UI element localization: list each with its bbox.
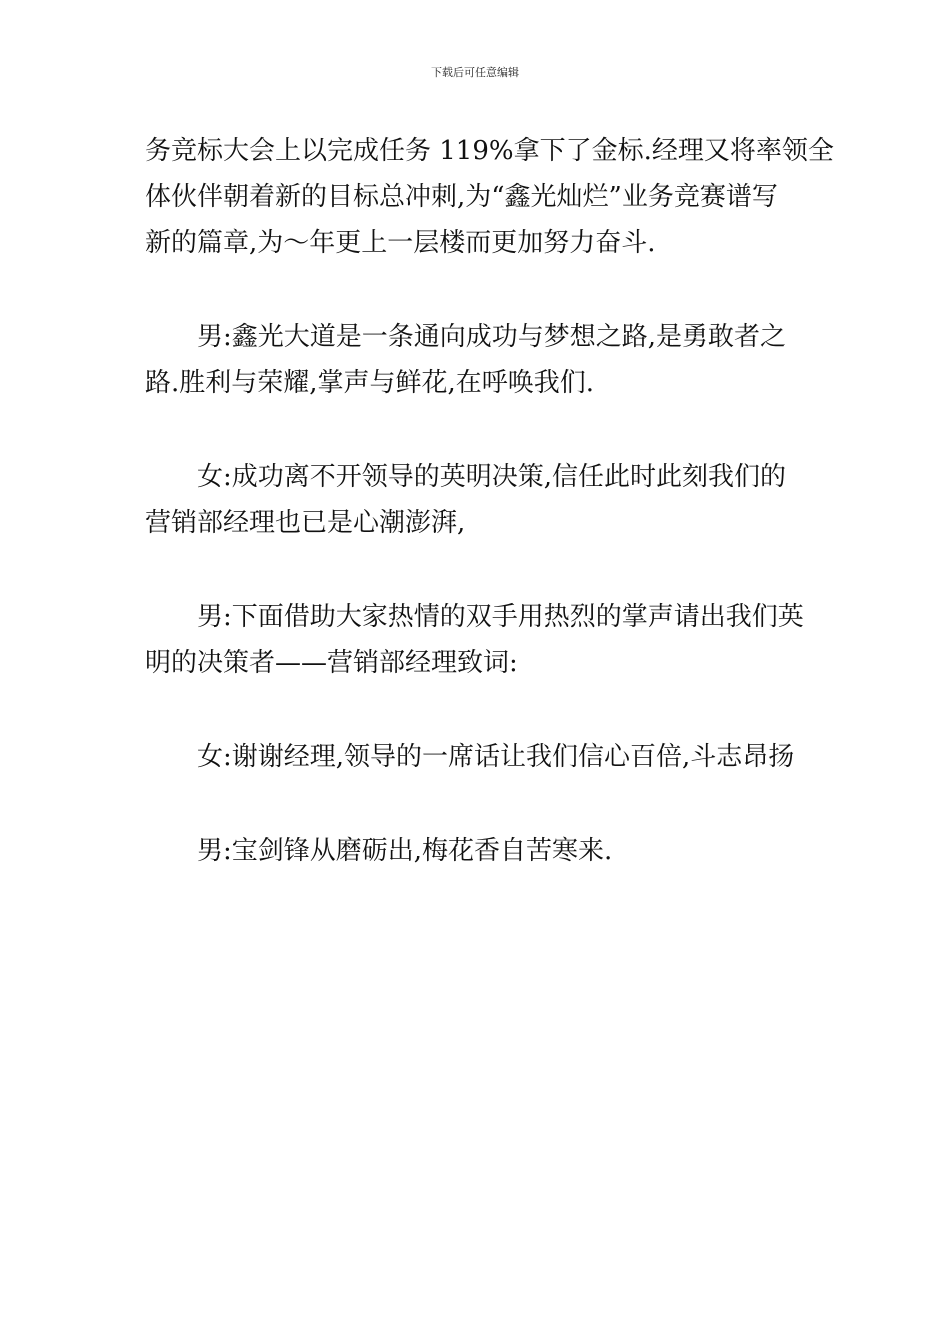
text-line: 男:宝剑锋从磨砺出,梅花香自苦寒来. <box>197 836 613 866</box>
text-line: 男:下面借助大家热情的双手用热烈的掌声请出我们英 <box>197 602 804 632</box>
text-line: 体伙伴朝着新的目标总冲刺,为“鑫光灿烂”业务竞赛谱写 <box>145 182 778 212</box>
paragraph-male-2 <box>145 594 810 686</box>
paragraph-female-2 <box>145 734 810 780</box>
text-line: 营销部经理也已是心潮澎湃, <box>145 508 466 538</box>
text-line: 女:成功离不开领导的英明决策,信任此时此刻我们的 <box>197 462 787 492</box>
text-line: 明的决策者——营销部经理致词: <box>145 648 518 678</box>
text-line: 路.胜利与荣耀,掌声与鲜花,在呼唤我们. <box>145 368 595 398</box>
text-line: 务竞标大会上以完成任务 119%拿下了金标.经理又将率领全 <box>145 136 834 166</box>
document-body <box>145 128 834 874</box>
text-line: 女:谢谢经理,领导的一席话让我们信心百倍,斗志昂扬 <box>197 742 795 772</box>
page-header: 下载后可任意编辑 <box>431 66 519 79</box>
paragraph-female-1 <box>145 454 810 546</box>
text-line: 男:鑫光大道是一条通向成功与梦想之路,是勇敢者之 <box>197 322 787 352</box>
paragraph-continuation <box>145 128 834 266</box>
paragraph-male-3 <box>145 828 810 874</box>
text-line: 新的篇章,为～年更上一层楼而更加努力奋斗. <box>145 228 656 258</box>
paragraph-male-1 <box>145 314 810 406</box>
